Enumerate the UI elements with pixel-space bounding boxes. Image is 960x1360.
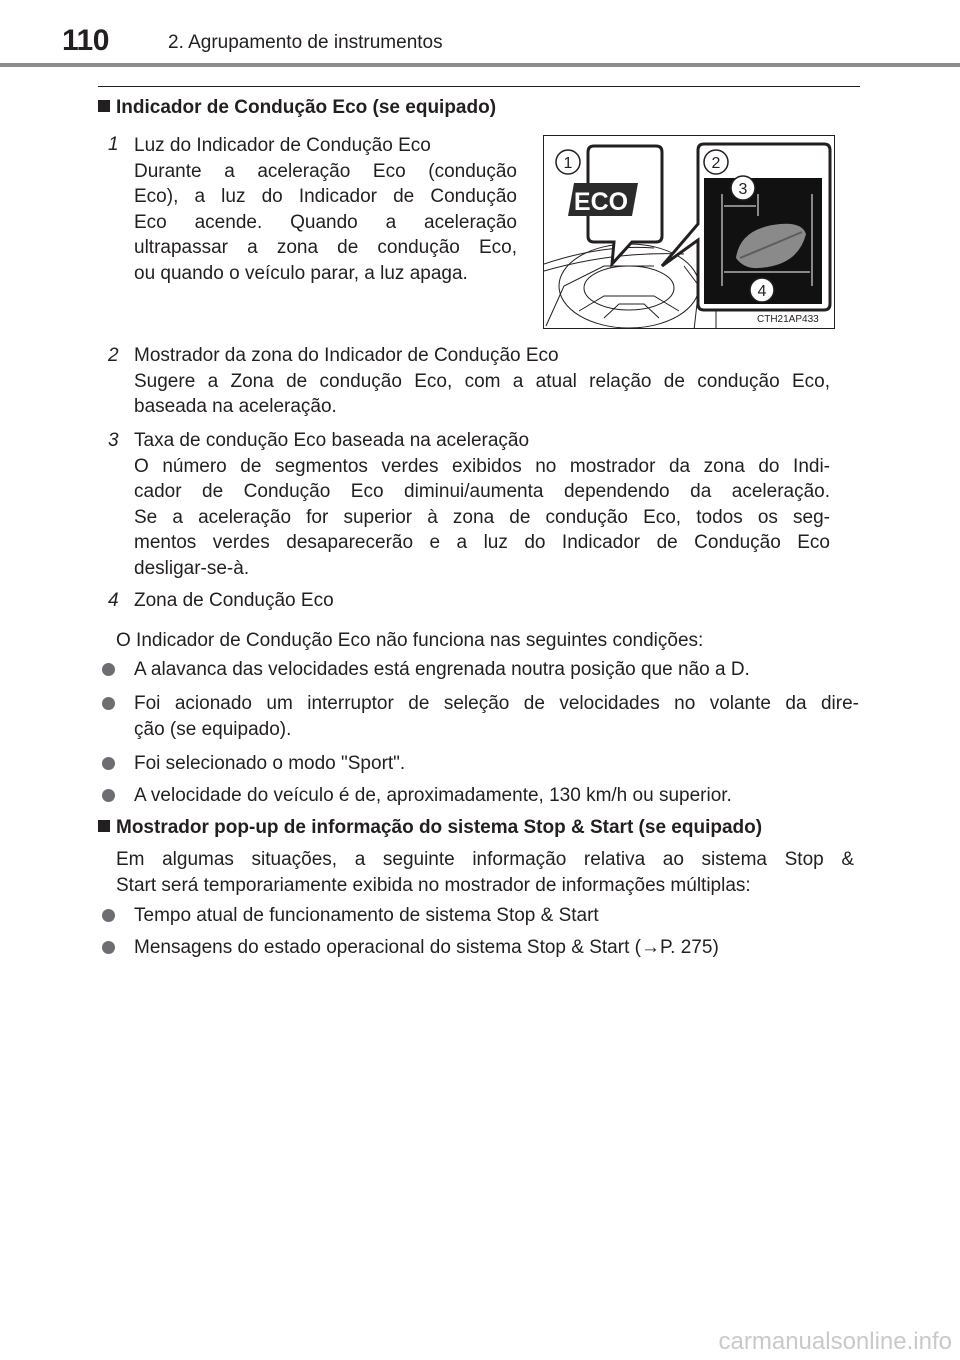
eco-indicator-figure bbox=[543, 135, 835, 329]
round-bullet-icon bbox=[99, 750, 125, 776]
figure-code: CTH21AP433 bbox=[757, 314, 819, 325]
body-line: Eco), a luz do Indicador de Condução bbox=[134, 186, 517, 207]
callout-4-label: 4 bbox=[757, 283, 767, 300]
round-bullet-icon bbox=[99, 902, 125, 928]
section-heading-text: Indicador de Condução Eco (se equipado) bbox=[116, 97, 497, 118]
item-title: Luz do Indicador de Condução Eco bbox=[134, 135, 431, 156]
section2-body bbox=[116, 847, 854, 898]
item-title: Mostrador da zona do Indicador de Condução Eco bbox=[134, 345, 559, 366]
callout-1-label: 1 bbox=[563, 155, 573, 172]
item-body bbox=[134, 159, 517, 287]
body-line: desligar-se-à. bbox=[134, 557, 250, 579]
item-number: 4 bbox=[108, 590, 119, 611]
condition-item bbox=[134, 783, 859, 809]
body-line: cador de Condução Eco diminui/aumenta dependendo da aceleração. bbox=[134, 481, 830, 502]
body-line: Se a aceleração for superior à zona de condução Eco, todos os seg- bbox=[134, 506, 830, 528]
top-rule bbox=[98, 86, 860, 87]
body-line: A alavanca das velocidades está engrenada noutra posição que não a D. bbox=[134, 659, 750, 680]
condition-item bbox=[134, 751, 859, 777]
callout-3-label: 3 bbox=[738, 181, 748, 198]
square-bullet-icon bbox=[98, 100, 110, 112]
item-number: 1 bbox=[108, 134, 119, 155]
chapter-title: 2. Agrupamento de instrumentos bbox=[168, 32, 443, 53]
condition-item bbox=[134, 657, 859, 683]
body-line: Foi selecionado o modo "Sport". bbox=[134, 753, 406, 774]
body-line: ção (se equipado). bbox=[134, 718, 292, 740]
conditions-intro: O Indicador de Condução Eco não funciona nas seguintes condições: bbox=[116, 630, 704, 651]
body-line: mentos verdes desaparecerão e a luz do Indicador de Condução Eco bbox=[134, 532, 830, 553]
body-line: Em algumas situações, a seguinte informação relativa ao sistema Stop & bbox=[116, 849, 854, 870]
eco-badge-label: ECO bbox=[573, 188, 629, 216]
body-line: O número de segmentos verdes exibidos no mostrador da zona do Indi- bbox=[134, 455, 830, 477]
body-line: Durante a aceleração Eco (condução bbox=[134, 160, 517, 182]
eco-illustration bbox=[544, 136, 835, 329]
round-bullet-icon bbox=[99, 782, 125, 808]
body-line: Start será temporariamente exibida no mostrador de informações múltiplas: bbox=[116, 874, 751, 896]
item-title: Taxa de condução Eco baseada na aceleração bbox=[134, 430, 530, 451]
section-heading-eco bbox=[98, 95, 496, 121]
item-title: Zona de Condução Eco bbox=[134, 590, 334, 611]
stop-start-bullet: Mensagens do estado operacional do sistema Stop & Start (→P. 275) bbox=[134, 937, 719, 958]
footer-watermark: carmanualsonline.info bbox=[718, 1328, 952, 1355]
item-number: 2 bbox=[108, 345, 119, 366]
round-bullet-icon bbox=[99, 690, 125, 716]
square-bullet-icon bbox=[98, 820, 110, 832]
body-line: Foi acionado um interruptor de seleção de velocidades no volante da dire- bbox=[134, 693, 859, 714]
page-number: 110 bbox=[62, 24, 109, 57]
callout-2-label: 2 bbox=[711, 155, 721, 172]
section-heading-stop-start bbox=[98, 815, 762, 841]
body-line: A velocidade do veículo é de, aproximadamente, 130 km/h ou superior. bbox=[134, 785, 732, 806]
item-block bbox=[134, 343, 830, 420]
body-line: baseada na aceleração. bbox=[134, 396, 337, 417]
item-number: 3 bbox=[108, 430, 119, 451]
body-line: Eco acende. Quando a aceleração bbox=[134, 211, 517, 233]
body-line: ou quando o veículo parar, a luz apaga. bbox=[134, 262, 468, 284]
condition-item bbox=[134, 691, 859, 742]
stop-start-bullet: Tempo atual de funcionamento de sistema Stop & Start bbox=[134, 905, 599, 926]
round-bullet-icon bbox=[99, 934, 125, 960]
round-bullet-icon bbox=[99, 656, 125, 682]
body-line: ultrapassar a zona de condução Eco, bbox=[134, 237, 517, 258]
section-heading-text: Mostrador pop-up de informação do sistema Stop & Start (se equipado) bbox=[116, 817, 763, 838]
header-rule bbox=[0, 63, 960, 67]
body-line: Sugere a Zona de condução Eco, com a atual relação de condução Eco, bbox=[134, 370, 830, 392]
item-block bbox=[134, 428, 830, 581]
